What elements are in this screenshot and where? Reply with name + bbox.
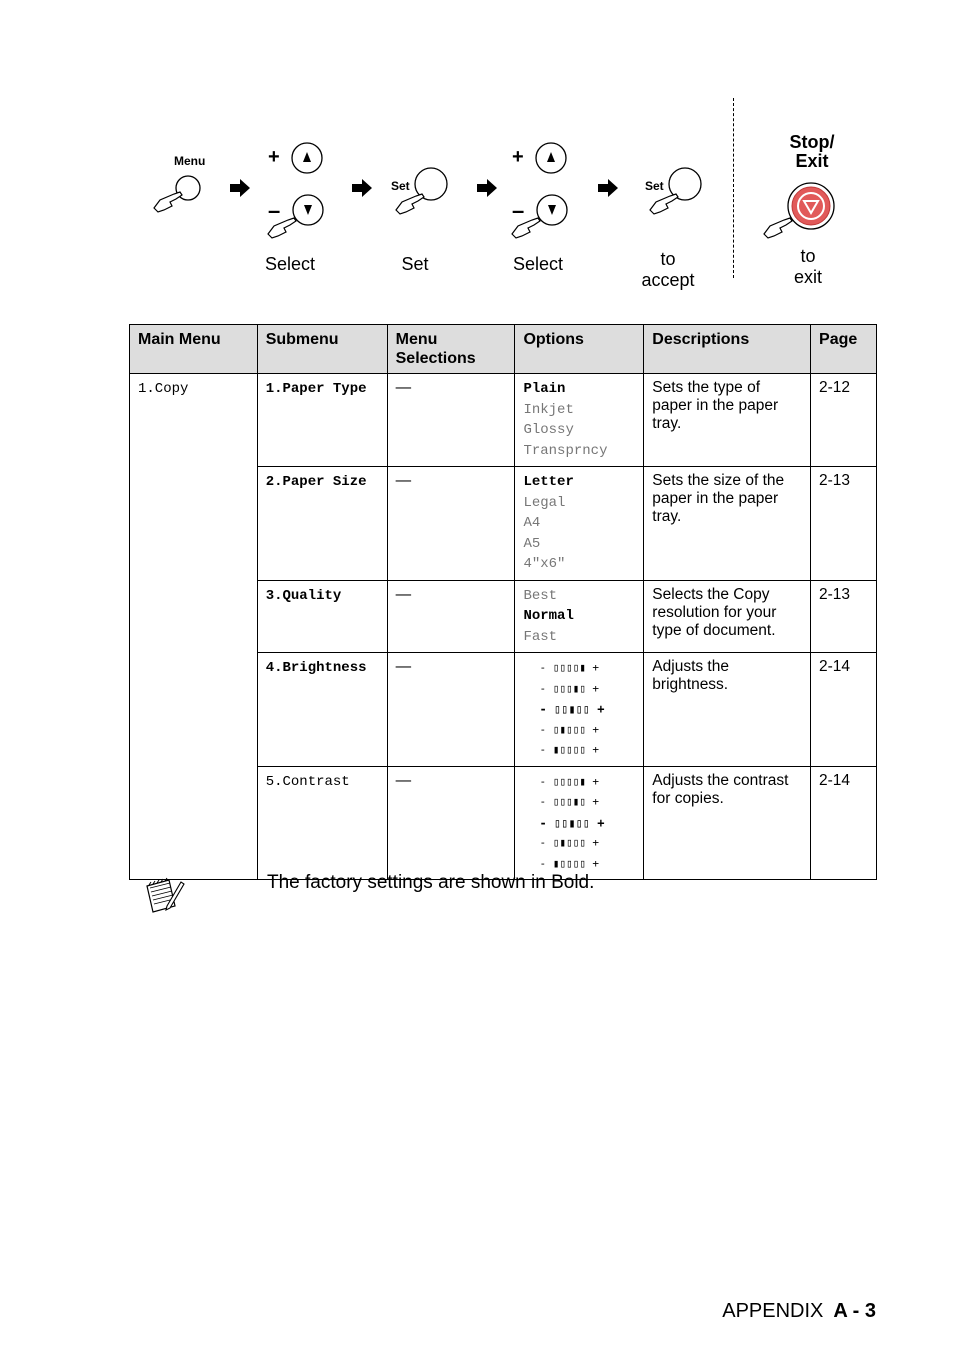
up-arrow-key-icon[interactable] <box>534 141 568 175</box>
brightness-level: - ▯▯▯▯▮ + <box>539 661 600 674</box>
options-cell <box>515 653 644 767</box>
note-pad-icon <box>143 876 187 916</box>
page-cell: 2-12 <box>811 374 877 467</box>
brightness-level-default: - ▯▯▮▯▯ + <box>539 702 605 716</box>
options-cell: Best Normal Fast <box>515 580 644 653</box>
header-main-menu: Main Menu <box>130 325 258 374</box>
selection-cell: — <box>387 580 515 653</box>
set-key-label: Set <box>645 179 664 193</box>
header-descriptions: Descriptions <box>644 325 811 374</box>
contrast-level: - ▯▮▯▯▯ + <box>539 836 600 849</box>
options-cell: Letter Legal A4 A5 4"x6" <box>515 467 644 581</box>
submenu-cell: 4.Brightness <box>257 653 387 767</box>
contrast-level: - ▯▯▯▮▯ + <box>539 795 600 808</box>
minus-sign: – <box>268 198 281 223</box>
options-cell <box>515 766 644 880</box>
header-submenu: Submenu <box>257 325 387 374</box>
submenu-cell: 2.Paper Size <box>257 467 387 581</box>
set-caption: Set <box>401 254 429 274</box>
arrow-right-icon <box>351 179 373 197</box>
copy-menu-table <box>129 324 877 880</box>
minus-sign: – <box>512 198 525 223</box>
plus-sign: + <box>268 146 280 168</box>
table-row <box>130 374 877 467</box>
stop-exit-key-label: Stop/ Exit <box>789 132 835 171</box>
contrast-level: - ▯▯▯▯▮ + <box>539 774 600 788</box>
set-key-press-icon[interactable] <box>392 166 452 216</box>
arrow-right-icon <box>597 179 619 197</box>
set-key-press-icon[interactable] <box>646 166 706 216</box>
plus-sign: + <box>512 146 524 168</box>
to-accept-caption: to accept <box>641 249 695 290</box>
factory-settings-note: The factory settings are shown in Bold. <box>267 872 595 893</box>
brightness-level: - ▮▯▯▯▯ + <box>539 743 600 756</box>
options-cell: Plain Inkjet Glossy Transprncy <box>515 374 644 467</box>
arrow-right-icon <box>229 179 251 197</box>
panel-divider <box>733 98 734 278</box>
arrow-right-icon <box>476 179 498 197</box>
selection-cell: — <box>387 653 515 767</box>
footer-page-number: A - 3 <box>833 1300 876 1322</box>
header-options: Options <box>515 325 644 374</box>
selection-cell: — <box>387 467 515 581</box>
description-cell: Sets the size of the paper in the paper tray. <box>644 467 811 581</box>
select-caption: Select <box>512 254 564 274</box>
set-key-label: Set <box>391 179 410 193</box>
table-header-row <box>130 325 877 374</box>
contrast-level-default: - ▯▯▮▯▯ + <box>539 815 605 830</box>
down-arrow-key-press-icon[interactable] <box>508 192 570 240</box>
menu-key-label: Menu <box>174 154 206 168</box>
header-page: Page <box>811 325 877 374</box>
page-footer <box>722 1300 876 1323</box>
to-exit-caption: to exit <box>793 246 822 287</box>
selection-cell: — <box>387 766 515 880</box>
description-cell: Selects the Copy resolution for your type of document. <box>644 580 811 653</box>
description-cell: Sets the type of paper in the paper tray. <box>644 374 811 467</box>
description-cell: Adjusts the contrast for copies. <box>644 766 811 880</box>
page-cell: 2-13 <box>811 580 877 653</box>
submenu-cell: 5.Contrast <box>257 766 387 880</box>
select-caption: Select <box>264 254 316 274</box>
description-cell: Adjusts the brightness. <box>644 653 811 767</box>
contrast-level: - ▮▯▯▯▯ + <box>539 856 600 870</box>
header-menu-selections: Menu Selections <box>387 325 515 374</box>
brightness-level: - ▯▯▯▮▯ + <box>539 681 600 695</box>
page-cell: 2-14 <box>811 766 877 880</box>
stop-exit-key-press-icon[interactable] <box>760 180 836 240</box>
page-cell: 2-13 <box>811 467 877 581</box>
menu-key-press-icon[interactable] <box>150 172 206 216</box>
submenu-cell: 1.Paper Type <box>257 374 387 467</box>
up-arrow-key-icon[interactable] <box>290 141 324 175</box>
footer-section: APPENDIX <box>722 1300 824 1322</box>
down-arrow-key-press-icon[interactable] <box>264 192 326 240</box>
brightness-level: - ▯▮▯▯▯ + <box>539 722 600 736</box>
submenu-cell: 3.Quality <box>257 580 387 653</box>
page-cell: 2-14 <box>811 653 877 767</box>
main-menu-cell: 1.Copy <box>130 374 258 880</box>
selection-cell: — <box>387 374 515 467</box>
